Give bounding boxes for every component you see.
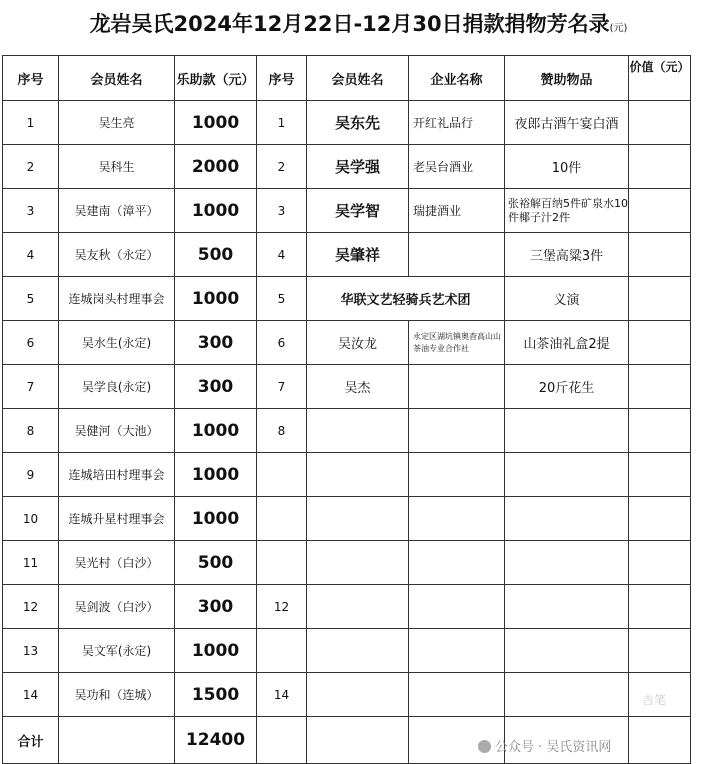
left-name: 吴健河（大池）	[59, 409, 175, 453]
left-seq: 9	[3, 453, 59, 497]
left-seq: 6	[3, 321, 59, 365]
right-seq	[257, 453, 307, 497]
header-member-name-right: 会员姓名	[307, 56, 409, 101]
right-seq: 7	[257, 365, 307, 409]
left-amount: 1000	[175, 277, 257, 321]
right-price	[629, 365, 691, 409]
left-amount: 500	[175, 541, 257, 585]
right-goods	[505, 541, 629, 585]
right-goods	[505, 497, 629, 541]
right-name	[307, 541, 409, 585]
right-goods: 山茶油礼盒2提	[505, 321, 629, 365]
left-seq: 5	[3, 277, 59, 321]
right-seq	[257, 497, 307, 541]
left-amount: 500	[175, 233, 257, 277]
right-name	[307, 453, 409, 497]
left-name: 吴水生(永定)	[59, 321, 175, 365]
right-enterprise	[409, 629, 505, 673]
left-amount: 300	[175, 585, 257, 629]
total-empty	[307, 717, 409, 764]
right-name	[307, 497, 409, 541]
right-enterprise	[409, 233, 505, 277]
header-amount: 乐助款（元）	[175, 56, 257, 101]
right-name: 吴肇祥	[307, 233, 409, 277]
left-amount: 2000	[175, 145, 257, 189]
right-seq: 6	[257, 321, 307, 365]
left-seq: 12	[3, 585, 59, 629]
table-row	[3, 629, 691, 673]
right-enterprise	[409, 409, 505, 453]
right-enterprise	[409, 585, 505, 629]
left-name: 连城升星村理事会	[59, 497, 175, 541]
left-name: 吴生亮	[59, 101, 175, 145]
watermark-bottom-text: 公众号 · 吴氏资讯网	[495, 740, 612, 755]
header-price: 价值（元）	[629, 56, 691, 101]
header-member-name-left: 会员姓名	[59, 56, 175, 101]
right-enterprise: 开红礼品行	[409, 101, 505, 145]
watermark-bottom	[478, 736, 611, 755]
right-seq: 5	[257, 277, 307, 321]
left-amount: 1500	[175, 673, 257, 717]
table-row	[3, 189, 691, 233]
table-row	[3, 233, 691, 277]
left-seq: 1	[3, 101, 59, 145]
right-price	[629, 629, 691, 673]
right-goods	[505, 629, 629, 673]
table-row	[3, 541, 691, 585]
table-row	[3, 497, 691, 541]
left-name: 吴友秋（永定）	[59, 233, 175, 277]
table-row	[3, 409, 691, 453]
right-seq: 14	[257, 673, 307, 717]
left-amount: 1000	[175, 409, 257, 453]
right-price	[629, 101, 691, 145]
right-name	[307, 585, 409, 629]
wechat-icon	[478, 740, 491, 753]
left-amount: 1000	[175, 453, 257, 497]
right-seq: 12	[257, 585, 307, 629]
right-price	[629, 189, 691, 233]
right-goods	[505, 409, 629, 453]
total-amount: 12400	[175, 717, 257, 764]
right-price	[629, 541, 691, 585]
page-title	[0, 8, 717, 38]
table-row	[3, 277, 691, 321]
right-enterprise: 老吴台酒业	[409, 145, 505, 189]
right-name	[307, 629, 409, 673]
left-name: 吴科生	[59, 145, 175, 189]
right-seq	[257, 629, 307, 673]
left-amount: 1000	[175, 101, 257, 145]
left-name: 吴建南（漳平）	[59, 189, 175, 233]
table-row	[3, 321, 691, 365]
right-goods: 义演	[505, 277, 629, 321]
right-merged-name: 华联文艺轻骑兵艺术团	[307, 277, 505, 321]
header-row	[3, 56, 691, 101]
title-main: 龙岩吴氏2024年12月22日-12月30日捐款捐物芳名录	[89, 12, 610, 36]
right-goods: 三堡高粱3件	[505, 233, 629, 277]
total-empty	[629, 717, 691, 764]
title-unit: (元)	[609, 23, 628, 34]
table-row	[3, 673, 691, 717]
right-enterprise	[409, 453, 505, 497]
right-price	[629, 321, 691, 365]
left-seq: 2	[3, 145, 59, 189]
table-row	[3, 585, 691, 629]
right-name: 吴杰	[307, 365, 409, 409]
right-price	[629, 585, 691, 629]
left-amount: 300	[175, 365, 257, 409]
right-enterprise	[409, 365, 505, 409]
header-goods: 赞助物品	[505, 56, 629, 101]
right-seq: 4	[257, 233, 307, 277]
left-amount: 1000	[175, 629, 257, 673]
right-price	[629, 497, 691, 541]
left-name: 吴剑波（白沙）	[59, 585, 175, 629]
right-name: 吴汝龙	[307, 321, 409, 365]
left-name: 吴光村（白沙）	[59, 541, 175, 585]
table-row	[3, 365, 691, 409]
right-seq: 2	[257, 145, 307, 189]
right-enterprise: 瑞捷酒业	[409, 189, 505, 233]
left-amount: 1000	[175, 497, 257, 541]
total-empty	[257, 717, 307, 764]
right-goods	[505, 585, 629, 629]
right-seq	[257, 541, 307, 585]
donation-table	[2, 55, 691, 764]
left-seq: 3	[3, 189, 59, 233]
left-name: 连城岗头村理事会	[59, 277, 175, 321]
right-goods: 20斤花生	[505, 365, 629, 409]
table-row	[3, 453, 691, 497]
right-price	[629, 145, 691, 189]
left-seq: 14	[3, 673, 59, 717]
right-goods: 夜郎古酒午宴白酒	[505, 101, 629, 145]
table-row	[3, 145, 691, 189]
right-enterprise	[409, 673, 505, 717]
total-empty	[59, 717, 175, 764]
left-seq: 8	[3, 409, 59, 453]
header-seq-left: 序号	[3, 56, 59, 101]
watermark-right: 吉笔	[642, 693, 667, 707]
right-goods: 张裕解百纳5件矿泉水10件椰子汁2件	[505, 189, 629, 233]
header-enterprise: 企业名称	[409, 56, 505, 101]
left-seq: 7	[3, 365, 59, 409]
right-goods	[505, 453, 629, 497]
left-seq: 13	[3, 629, 59, 673]
right-name	[307, 673, 409, 717]
left-name: 吴学良(永定)	[59, 365, 175, 409]
left-seq: 10	[3, 497, 59, 541]
right-seq: 3	[257, 189, 307, 233]
left-seq: 4	[3, 233, 59, 277]
right-name	[307, 409, 409, 453]
right-goods	[505, 673, 629, 717]
right-name: 吴学智	[307, 189, 409, 233]
right-seq: 8	[257, 409, 307, 453]
right-enterprise	[409, 541, 505, 585]
right-enterprise: 永定区湖坑镇奥杳高山山茶油专业合作社	[409, 321, 505, 365]
right-name: 吴学强	[307, 145, 409, 189]
total-label: 合计	[3, 717, 59, 764]
right-name: 吴东先	[307, 101, 409, 145]
header-seq-right: 序号	[257, 56, 307, 101]
right-price	[629, 409, 691, 453]
right-enterprise	[409, 497, 505, 541]
left-amount: 1000	[175, 189, 257, 233]
right-seq: 1	[257, 101, 307, 145]
right-goods: 10件	[505, 145, 629, 189]
right-price	[629, 233, 691, 277]
left-amount: 300	[175, 321, 257, 365]
left-name: 连城培田村理事会	[59, 453, 175, 497]
table-row	[3, 101, 691, 145]
left-name: 吴功和（连城）	[59, 673, 175, 717]
left-seq: 11	[3, 541, 59, 585]
right-price	[629, 453, 691, 497]
left-name: 吴文军(永定)	[59, 629, 175, 673]
right-price	[629, 277, 691, 321]
